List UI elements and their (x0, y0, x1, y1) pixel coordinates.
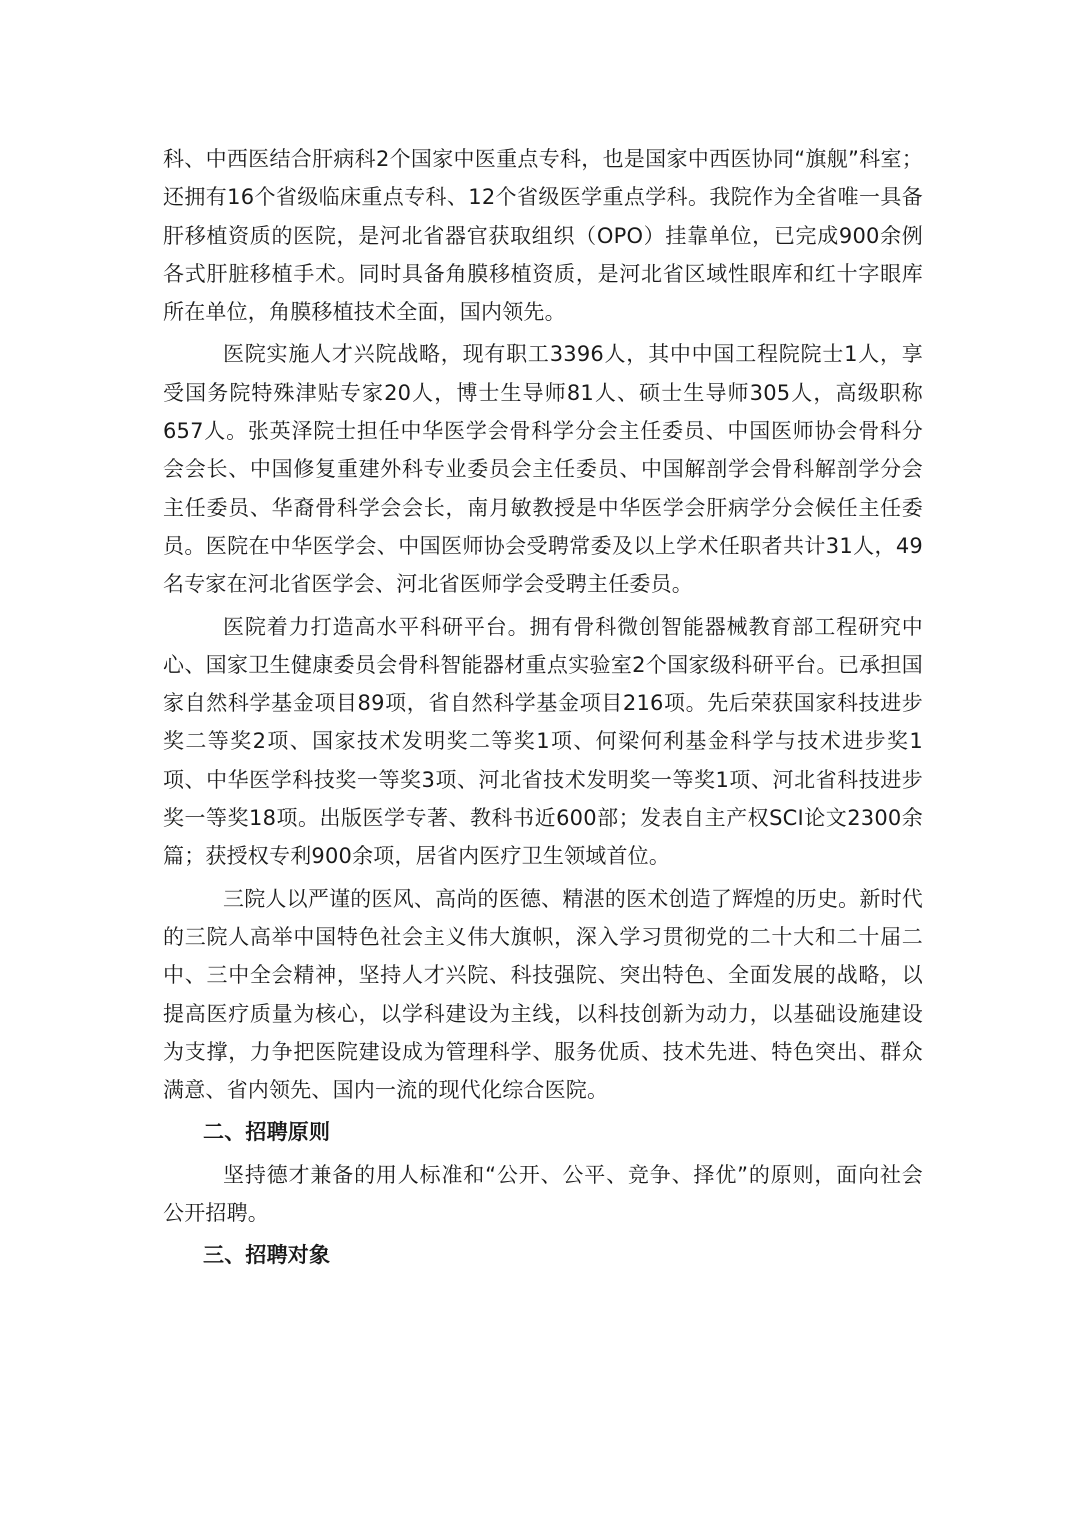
section-heading-recruitment-principles: 二、招聘原则 (203, 1120, 331, 1145)
paragraph-talent-strategy: 医院实施人才兴院战略，现有职工3396人，其中中国工程院院士1人，享受国务院特殊津贴专家20人，博士生导师81人、硕士生导师305人，高级职称657人。张英泽院士担任中华医学会骨科学分会主任委员、中国医师协会骨科分会会长、中国修复重建外科专业委员会主任委员、中国解剖学会骨科解剖学分会主任委员、华裔骨科学会会长，南月敏教授是中华医学会肝病学分会候任主任委员。医院在中华医学会、中国医师协会受聘常委及以上学术任职者共计31人，49名专家在河北省医学会、河北省医师学会受聘主任委员。 (163, 342, 923, 597)
paragraph-hospital-vision: 三院人以严谨的医风、高尚的医德、精湛的医术创造了辉煌的历史。新时代的三院人高举中国特色社会主义伟大旗帜，深入学习贯彻党的二十大和二十届二中、三中全会精神，坚持人才兴院、科技强院、突出特色、全面发展的战略，以提高医疗质量为核心，以学科建设为主线，以科技创新为动力，以基础设施建设为支撑，力争把医院建设成为管理科学、服务优质、技术先进、特色突出、群众满意、省内领先、国内一流的现代化综合医院。 (163, 886, 923, 1103)
section-heading-recruitment-targets: 三、招聘对象 (203, 1243, 331, 1268)
document-body (163, 140, 923, 1279)
paragraph-research-platform: 医院着力打造高水平科研平台。拥有骨科微创智能器械教育部工程研究中心、国家卫生健康委员会骨科智能器材重点实验室2个国家级科研平台。已承担国家自然科学基金项目89项，省自然科学基金项目216项。先后荣获国家科技进步奖二等奖2项、国家技术发明奖二等奖1项、何梁何利基金科学与技术进步奖1项、中华医学科技奖一等奖3项、河北省技术发明奖一等奖1项、河北省科技进步奖一等奖18项。出版医学专著、教科书近600部；发表自主产权SCI论文2300余篇；获授权专利900余项，居省内医疗卫生领域首位。 (163, 614, 923, 869)
paragraph-departments-continued: 科、中西医结合肝病科2个国家中医重点专科，也是国家中西医协同“旗舰”科室；还拥有16个省级临床重点专科、12个省级医学重点学科。我院作为全省唯一具备肝移植资质的医院，是河北省器官获取组织（OPO）挂靠单位，已完成900余例各式肝脏移植手术。同时具备角膜移植资质，是河北省区域性眼库和红十字眼库所在单位，角膜移植技术全面，国内领先。 (163, 147, 923, 325)
paragraph-recruitment-principles: 坚持德才兼备的用人标准和“公开、公平、竞争、择优”的原则，面向社会公开招聘。 (163, 1162, 923, 1226)
